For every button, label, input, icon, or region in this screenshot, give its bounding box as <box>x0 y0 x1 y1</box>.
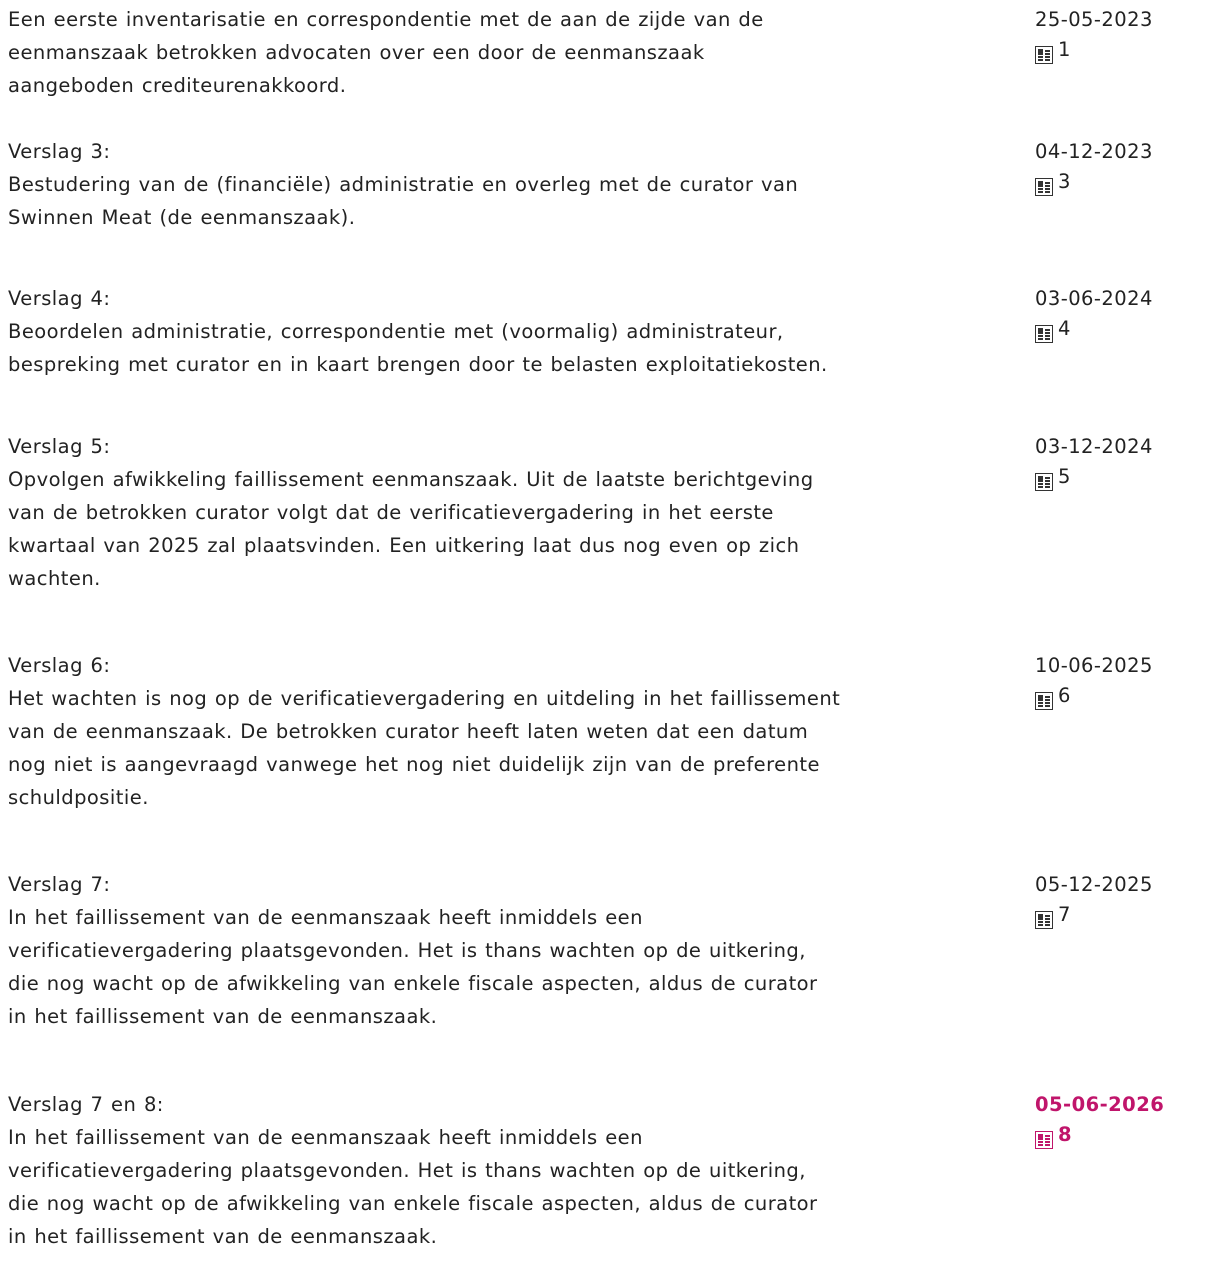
report-entry <box>8 3 1209 135</box>
entry-document-link[interactable] <box>1035 1121 1209 1149</box>
report-entry <box>8 649 1209 868</box>
entry-date: 03-12-2024 <box>1035 435 1153 458</box>
report-entries-list <box>8 3 1209 1268</box>
report-entry <box>8 135 1209 282</box>
entry-meta <box>1035 3 1209 64</box>
entry-date: 03-06-2024 <box>1035 287 1153 310</box>
entry-date: 04-12-2023 <box>1035 140 1153 163</box>
entry-date: 05-06-2026 <box>1035 1093 1165 1116</box>
entry-text: Verslag 7 en 8: In het faillissement van de eenmanszaak heeft inmiddels een verificatievergadering plaatsgevonden. Het is thans wachten op de uitkering, die nog wacht op de afwikkeling van enkele fiscale aspecten, aldus de curator in het faillissement van de eenmanszaak. <box>8 1093 818 1248</box>
entry-document-number[interactable]: 8 <box>1058 1123 1073 1146</box>
report-document-icon[interactable] <box>1035 1131 1053 1149</box>
entry-document-link[interactable] <box>1035 901 1209 929</box>
entry-meta <box>1035 430 1209 491</box>
entry-text: Verslag 6: Het wachten is nog op de verificatievergadering en uitdeling in het faillissement van de eenmanszaak. De betrokken curator heeft laten weten dat een datum nog niet is aangevraagd vanwege het nog niet duidelijk zijn van de preferente schuldpositie. <box>8 654 841 809</box>
entry-document-number[interactable]: 6 <box>1058 684 1071 707</box>
entry-document-number[interactable]: 1 <box>1058 38 1071 61</box>
entry-document-number[interactable]: 7 <box>1058 903 1071 926</box>
entry-document-number[interactable]: 5 <box>1058 465 1071 488</box>
entry-meta <box>1035 649 1209 710</box>
entry-date: 10-06-2025 <box>1035 654 1153 677</box>
entry-meta <box>1035 135 1209 196</box>
entry-text: Een eerste inventarisatie en correspondentie met de aan de zijde van de eenmanszaak betrokken advocaten over een door de eenmanszaak aangeboden crediteurenakkoord. <box>8 8 764 97</box>
report-entry <box>8 868 1209 1088</box>
entry-date: 05-12-2025 <box>1035 873 1153 896</box>
report-document-icon[interactable] <box>1035 692 1053 710</box>
entry-document-link[interactable] <box>1035 463 1209 491</box>
entry-document-link[interactable] <box>1035 36 1209 64</box>
report-document-icon[interactable] <box>1035 178 1053 196</box>
entry-document-link[interactable] <box>1035 682 1209 710</box>
entry-meta <box>1035 868 1209 929</box>
entry-document-link[interactable] <box>1035 168 1209 196</box>
report-entry <box>8 282 1209 430</box>
report-document-icon[interactable] <box>1035 46 1053 64</box>
entry-text: Verslag 3: Bestudering van de (financiële) administratie en overleg met de curator van Swinnen Meat (de eenmanszaak). <box>8 140 799 229</box>
entry-document-number[interactable]: 3 <box>1058 170 1071 193</box>
entry-document-link[interactable] <box>1035 315 1209 343</box>
report-document-icon[interactable] <box>1035 911 1053 929</box>
report-document-icon[interactable] <box>1035 473 1053 491</box>
report-document-icon[interactable] <box>1035 325 1053 343</box>
report-entry-current <box>8 1088 1209 1268</box>
entry-text: Verslag 4: Beoordelen administratie, correspondentie met (voormalig) administrateur, bespreking met curator en in kaart brengen door te belasten exploitatiekosten. <box>8 287 828 376</box>
entry-meta <box>1035 282 1209 343</box>
entry-meta <box>1035 1088 1209 1149</box>
entry-document-number[interactable]: 4 <box>1058 317 1071 340</box>
entry-text: Verslag 7: In het faillissement van de eenmanszaak heeft inmiddels een verificatievergadering plaatsgevonden. Het is thans wachten op de uitkering, die nog wacht op de afwikkeling van enkele fiscale aspecten, aldus de curator in het faillissement van de eenmanszaak. <box>8 873 818 1028</box>
entry-date: 25-05-2023 <box>1035 8 1153 31</box>
entry-text: Verslag 5: Opvolgen afwikkeling faillissement eenmanszaak. Uit de laatste berichtgeving van de betrokken curator volgt dat de verificatievergadering in het eerste kwartaal van 2025 zal plaatsvinden. Een uitkering laat dus nog even op zich wachten. <box>8 435 814 590</box>
report-entry <box>8 430 1209 649</box>
